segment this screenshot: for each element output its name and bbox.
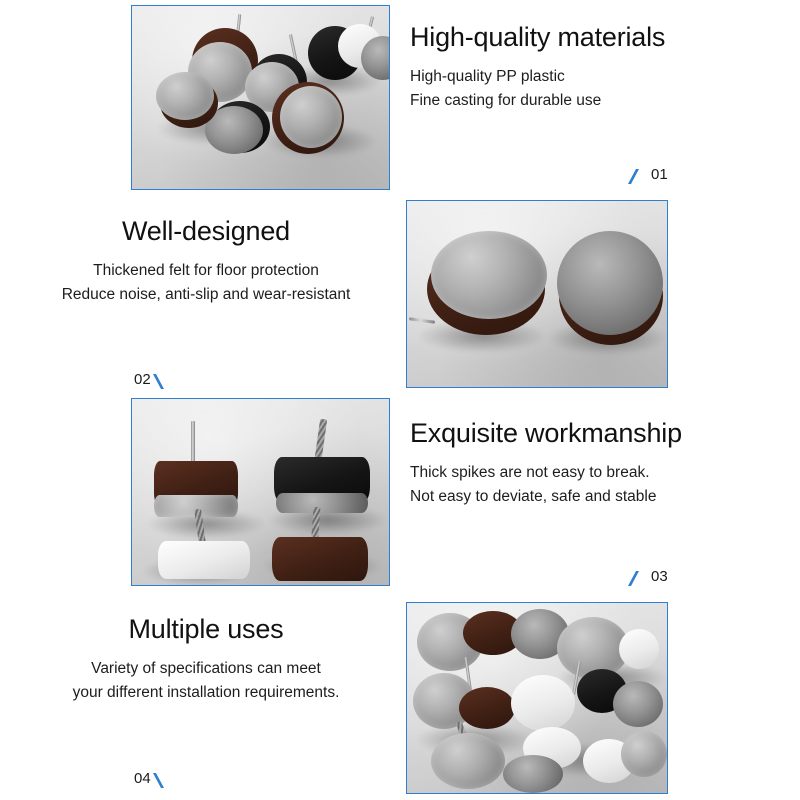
feature-image-03 [131,398,390,586]
feature-line-03-2: Not easy to deviate, safe and stable [410,488,657,506]
slash-icon [630,169,647,180]
feature-text-04 [20,614,392,705]
feature-number-01 [630,166,668,183]
feature-image-01 [131,5,390,190]
slash-icon [155,374,172,385]
scene-04 [407,603,667,793]
feature-number-03-label: 03 [651,568,668,585]
feature-line-02-1: Thickened felt for floor protection [93,262,319,280]
feature-number-02 [134,371,172,388]
feature-image-02 [406,200,668,388]
feature-line-02-2: Reduce noise, anti-slip and wear-resistant [61,286,351,304]
scene-02 [407,201,667,387]
feature-line-01-1: High-quality PP plastic [410,68,565,86]
feature-text-02 [20,216,392,307]
feature-heading-04: Multiple uses [128,614,284,644]
feature-text-03 [410,418,780,509]
scene-03 [132,399,389,585]
feature-number-04 [134,770,172,787]
feature-line-04-2: your different installation requirements. [72,684,340,702]
feature-heading-03: Exquisite workmanship [410,418,682,448]
feature-line-03-1: Thick spikes are not easy to break. [410,464,650,482]
feature-heading-02: Well-designed [122,216,290,246]
feature-line-04-1: Variety of specifications can meet [91,660,321,678]
feature-number-01-label: 01 [651,166,668,183]
scene-01 [132,6,389,189]
feature-image-04 [406,602,668,794]
feature-number-04-label: 04 [134,770,151,787]
feature-line-01-2: Fine casting for durable use [410,92,602,110]
slash-icon [630,571,647,582]
feature-text-01 [410,22,780,113]
feature-number-02-label: 02 [134,371,151,388]
feature-heading-01: High-quality materials [410,22,666,52]
slash-icon [155,773,172,784]
feature-number-03 [630,568,668,585]
